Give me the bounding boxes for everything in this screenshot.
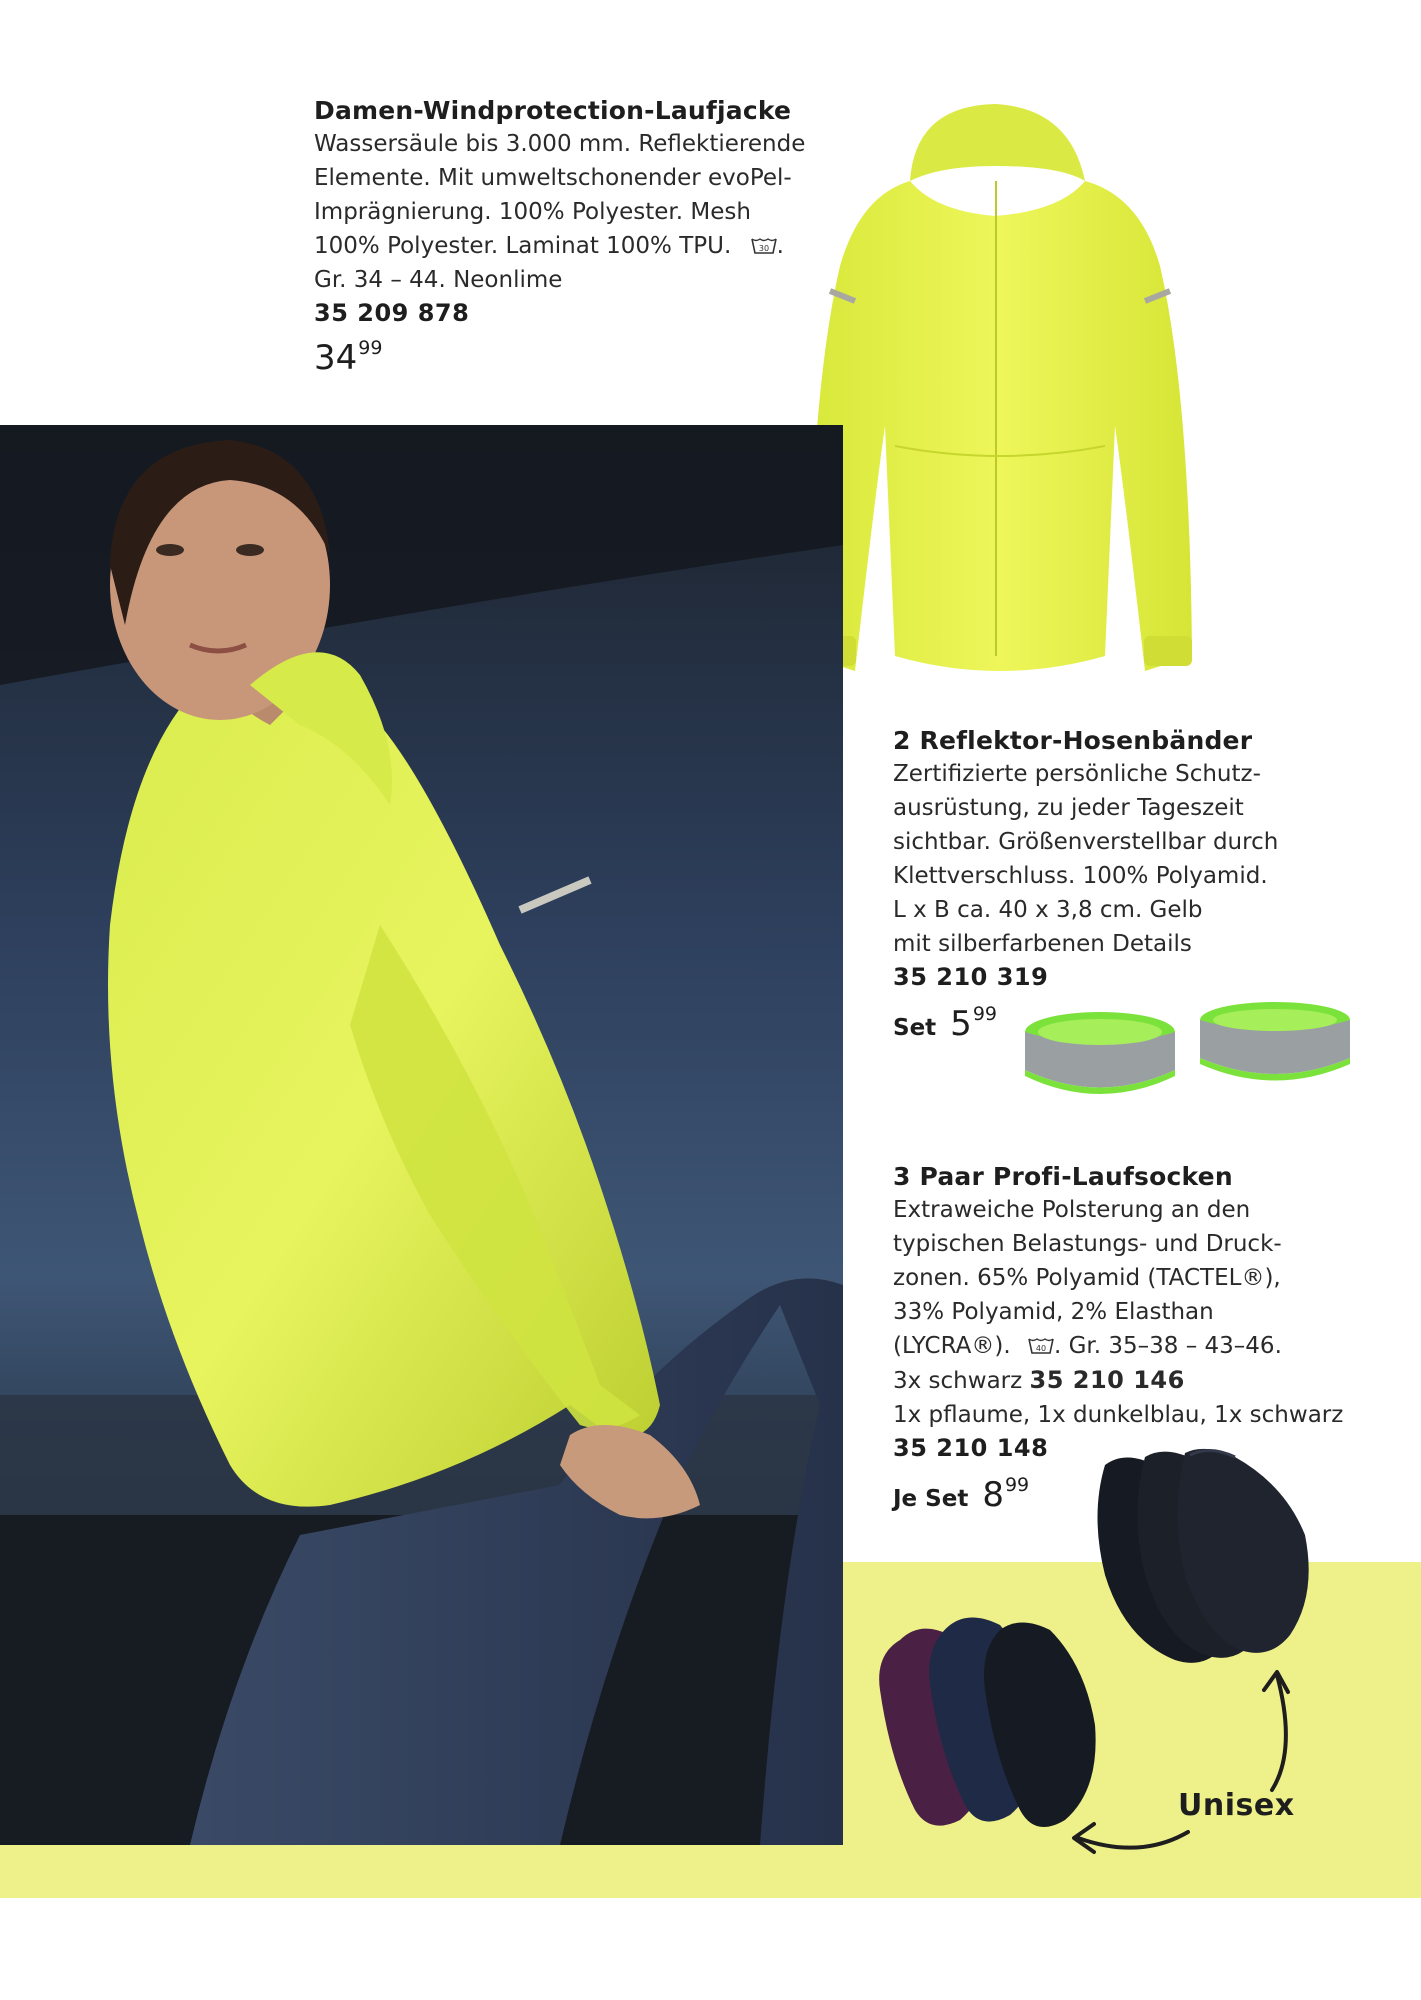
bands-desc-line: Zertifizierte persönliche Schutz- xyxy=(893,761,1261,787)
bands-description xyxy=(893,757,1393,961)
black-socks-image xyxy=(1085,1445,1325,1675)
socks-desc-line: 33% Polyamid, 2% Elasthan xyxy=(893,1299,1214,1325)
socks-desc-line: zonen. 65% Polyamid (TACTEL®), xyxy=(893,1265,1281,1291)
socks-title: 3 Paar Profi-Laufsocken xyxy=(893,1162,1233,1191)
jacket-title: Damen-Windprotection-Laufjacke xyxy=(314,96,792,125)
jacket-price xyxy=(314,337,834,378)
colored-socks-image xyxy=(870,1610,1120,1840)
jacket-desc-line: Gr. 34 – 44. Neonlime xyxy=(314,267,563,293)
bands-desc-line: sichtbar. Größenverstellbar durch xyxy=(893,829,1279,855)
jacket-desc-line: Elemente. Mit umweltschonender evoPel- xyxy=(314,165,792,191)
bands-text-block xyxy=(893,726,1393,1044)
jacket-product-image xyxy=(800,96,1200,676)
jacket-desc-line: Wassersäule bis 3.000 mm. Reflektierende xyxy=(314,131,806,157)
socks-variant-2-article: 35 210 148 xyxy=(893,1434,1049,1462)
socks-price-int: 8 xyxy=(982,1475,1004,1515)
unisex-badge: Unisex xyxy=(1178,1788,1295,1823)
wash-30-icon xyxy=(751,237,777,255)
socks-desc-text: . Gr. 35–38 – 43–46. xyxy=(1053,1333,1282,1359)
bands-desc-line: Klettverschluss. 100% Polyamid. xyxy=(893,863,1268,889)
bands-article-number: 35 210 319 xyxy=(893,963,1049,991)
reflective-bands-image xyxy=(1020,1000,1360,1110)
bands-desc-line: ausrüstung, zu jeder Tageszeit xyxy=(893,795,1244,821)
socks-variant-1-article: 35 210 146 xyxy=(1029,1366,1185,1394)
bands-title: 2 Reflektor-Hosenbänder xyxy=(893,726,1253,755)
jacket-desc-line: 100% Polyester. Laminat 100% TPU. xyxy=(314,233,732,259)
jacket-desc-line-with-care xyxy=(314,229,834,263)
jacket-desc-dot: . xyxy=(776,233,784,259)
socks-desc-line: Extraweiche Polsterung an den xyxy=(893,1197,1251,1223)
curved-arrow-up-icon xyxy=(1252,1660,1312,1800)
wash-temp-label: 40 xyxy=(1035,1344,1047,1353)
jacket-text-block xyxy=(314,96,834,378)
socks-description xyxy=(893,1193,1413,1432)
socks-price-dec: 99 xyxy=(1004,1474,1030,1496)
bands-price-label: Set xyxy=(893,1015,937,1041)
bands-price-int: 5 xyxy=(950,1004,972,1044)
jacket-description xyxy=(314,127,834,297)
wash-temp-label: 30 xyxy=(758,244,769,253)
socks-price-label: Je Set xyxy=(893,1486,969,1512)
socks-variant-1 xyxy=(893,1363,1413,1398)
jacket-price-int: 34 xyxy=(314,338,358,378)
socks-variant-2-label: 1x pflaume, 1x dunkelblau, 1x schwarz xyxy=(893,1402,1344,1428)
lifestyle-photo xyxy=(0,425,843,1845)
wash-40-icon xyxy=(1028,1337,1054,1355)
jacket-price-dec: 99 xyxy=(358,337,383,359)
socks-desc-line: typischen Belastungs- und Druck- xyxy=(893,1231,1282,1257)
bands-desc-line: mit silberfarbenen Details xyxy=(893,931,1192,957)
bands-desc-line: L x B ca. 40 x 3,8 cm. Gelb xyxy=(893,897,1203,923)
bands-price-dec: 99 xyxy=(972,1003,997,1025)
socks-desc-text: (LYCRA®). xyxy=(893,1333,1011,1359)
socks-variant-1-label: 3x schwarz xyxy=(893,1368,1023,1394)
jacket-article-number: 35 209 878 xyxy=(314,299,470,327)
socks-desc-line-with-care xyxy=(893,1329,1413,1363)
jacket-desc-line: Imprägnierung. 100% Polyester. Mesh xyxy=(314,199,751,225)
